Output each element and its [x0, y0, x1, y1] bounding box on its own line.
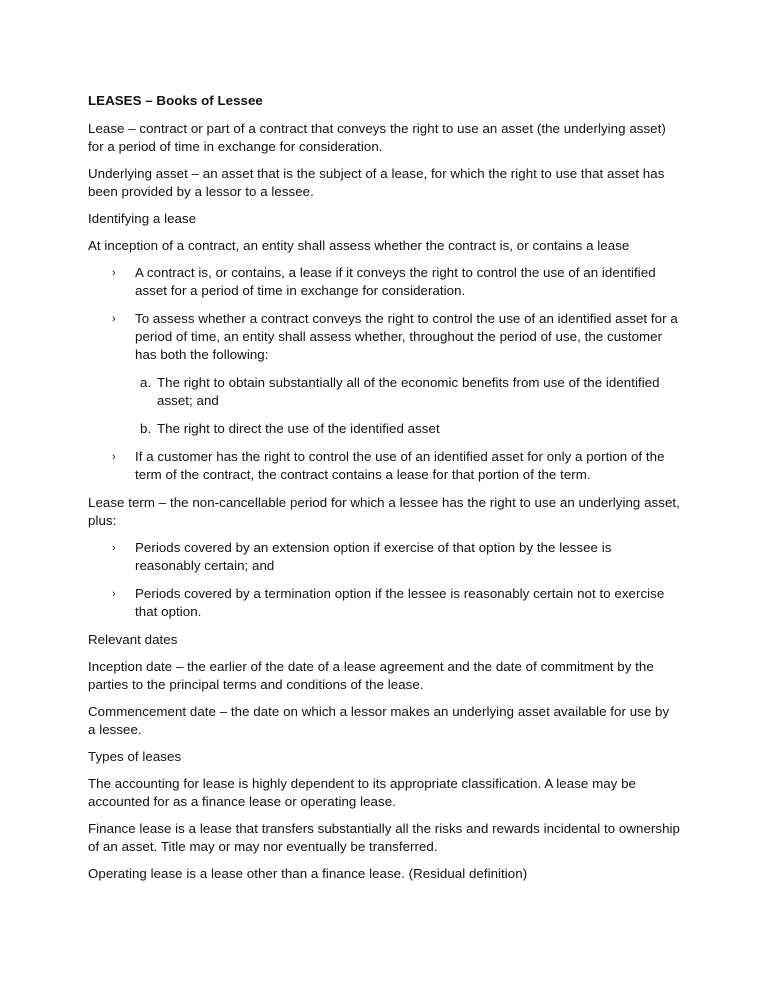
heading-types-of-leases: Types of leases [88, 749, 182, 764]
sub-list-text: The right to obtain substantially all of the economic benefits from use of the identified asset; and [157, 375, 660, 408]
definition-inception-date: Inception date – the earlier of the date of a lease agreement and the date of commitment by the parties to the principal terms and conditions of the lease. [88, 659, 654, 692]
heading-identifying-lease: Identifying a lease [88, 211, 197, 226]
document-body [88, 92, 680, 892]
sub-list-letter: b. [140, 421, 152, 436]
list-item-text: A contract is, or contains, a lease if it conveys the right to control the use of an identified asset for a period of time in exchange for consideration. [135, 265, 656, 298]
heading-relevant-dates: Relevant dates [88, 632, 178, 647]
definition-finance-lease: Finance lease is a lease that transfers substantially all the risks and rewards incidental to ownership of an asset. Title may or may nor eventually be transferred. [88, 821, 680, 854]
sub-list-item [88, 374, 680, 410]
definition-lease: Lease – contract or part of a contract that conveys the right to use an asset (the underlying asset) for a period of time in exchange for consideration. [88, 121, 666, 154]
definition-lease-term: Lease term – the non-cancellable period for which a lessee has the right to use an underlying asset, plus: [88, 495, 680, 528]
paragraph-accounting: The accounting for lease is highly dependent to its appropriate classification. A lease may be accounted for as a finance lease or operating lease. [88, 776, 636, 809]
list-item [88, 264, 680, 300]
list-item-text: If a customer has the right to control the use of an identified asset for only a portion of the term of the contract, the contract contains a lease for that portion of the term. [135, 449, 665, 482]
list-item [88, 448, 680, 484]
sub-list-item [88, 420, 680, 438]
sub-list-letter: a. [140, 375, 152, 390]
bullet-marker-icon: › [112, 313, 116, 325]
bullet-marker-icon: › [112, 267, 116, 279]
list-item [88, 539, 680, 575]
sub-list-text: The right to direct the use of the identified asset [157, 421, 440, 436]
bullet-marker-icon: › [112, 588, 116, 600]
definition-underlying-asset: Underlying asset – an asset that is the subject of a lease, for which the right to use that asset has been provided by a lessor to a lessee. [88, 166, 665, 199]
definition-operating-lease: Operating lease is a lease other than a finance lease. (Residual definition) [88, 866, 528, 881]
bullet-marker-icon: › [112, 451, 116, 463]
list-item [88, 310, 680, 364]
bullet-marker-icon: › [112, 542, 116, 554]
paragraph-inception-assessment: At inception of a contract, an entity shall assess whether the contract is, or contains a lease [88, 238, 630, 253]
document-title: LEASES – Books of Lessee [88, 93, 263, 108]
list-item-text: To assess whether a contract conveys the right to control the use of an identified asset for a period of time, an entity shall assess whether, throughout the period of use, the customer has both the following: [135, 311, 678, 362]
definition-commencement-date: Commencement date – the date on which a lessor makes an underlying asset available for use by a lessee. [88, 704, 670, 737]
list-item [88, 585, 680, 621]
list-item-text: Periods covered by an extension option if exercise of that option by the lessee is reasonably certain; and [135, 540, 612, 573]
list-item-text: Periods covered by a termination option if the lessee is reasonably certain not to exercise that option. [135, 586, 665, 619]
